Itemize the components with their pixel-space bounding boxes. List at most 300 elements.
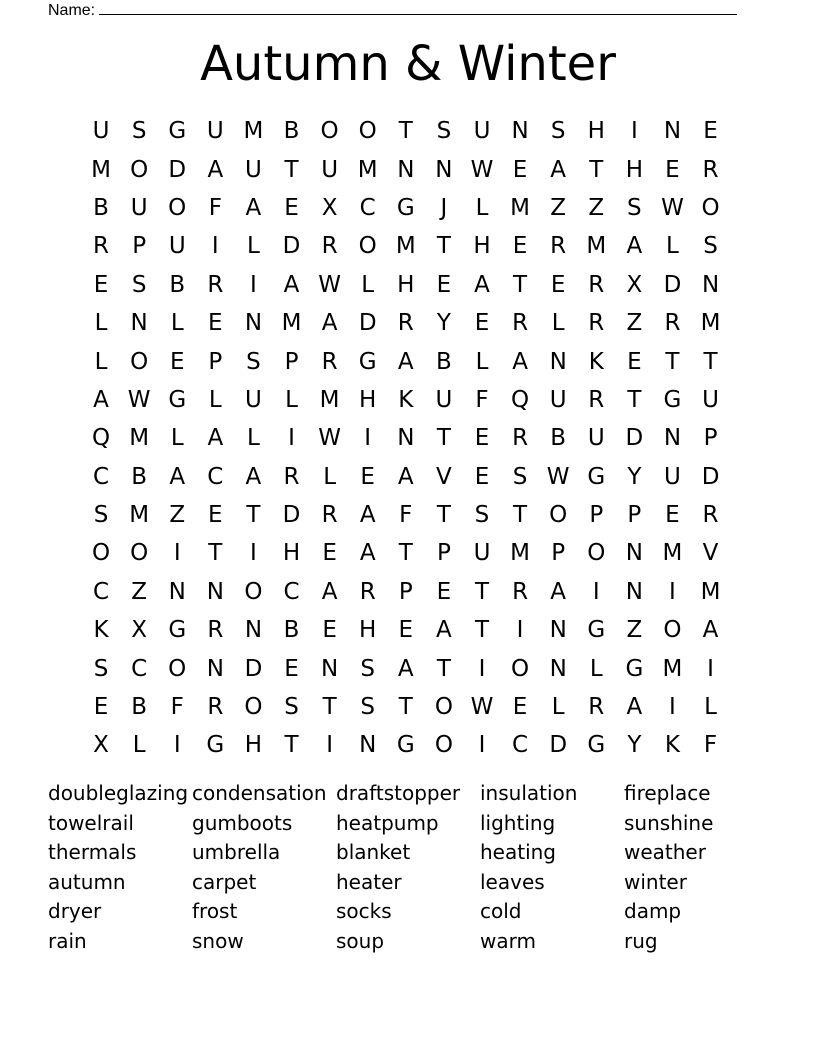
grid-cell: E bbox=[169, 348, 185, 375]
grid-cell: X bbox=[626, 271, 643, 298]
grid-cell: P bbox=[627, 502, 642, 529]
grid-cell: E bbox=[474, 310, 490, 337]
grid-cell: U bbox=[473, 540, 491, 567]
grid-cell: M bbox=[319, 386, 340, 413]
grid-cell: A bbox=[550, 156, 567, 183]
grid-cell: R bbox=[207, 271, 224, 298]
grid-cell: H bbox=[625, 156, 643, 183]
grid-cell: U bbox=[206, 118, 224, 145]
grid-cell: R bbox=[321, 502, 338, 529]
grid-cell: T bbox=[322, 694, 337, 721]
grid-cell: I bbox=[669, 694, 676, 721]
grid-cell: B bbox=[283, 617, 300, 644]
grid-cell: P bbox=[551, 540, 566, 567]
grid-cell: I bbox=[516, 617, 524, 644]
grid-cell: P bbox=[284, 348, 299, 375]
grid-cell: O bbox=[434, 732, 453, 759]
grid-cell: O bbox=[91, 540, 111, 567]
grid-cell: N bbox=[435, 156, 453, 183]
grid-cell: T bbox=[436, 502, 451, 529]
grid-cell: L bbox=[666, 233, 679, 260]
grid-cell: E bbox=[208, 502, 223, 529]
grid-cell: E bbox=[436, 271, 452, 298]
grid-row bbox=[82, 342, 730, 380]
grid-cell: E bbox=[512, 156, 528, 183]
grid-cell: C bbox=[93, 463, 110, 490]
grid-cell: P bbox=[132, 233, 147, 260]
word-list-item: carpet bbox=[192, 869, 257, 894]
grid-cell: V bbox=[436, 463, 452, 490]
grid-cell: X bbox=[321, 194, 338, 221]
grid-cell: S bbox=[474, 502, 490, 529]
grid-cell: S bbox=[131, 118, 147, 145]
grid-row bbox=[82, 496, 730, 534]
grid-cell: A bbox=[436, 617, 452, 644]
grid-cell: T bbox=[703, 348, 718, 375]
word-list-item: weather bbox=[624, 840, 706, 865]
grid-cell: O bbox=[358, 118, 377, 145]
grid-cell: D bbox=[244, 655, 263, 682]
grid-cell: E bbox=[665, 156, 680, 183]
grid-cell: V bbox=[702, 540, 719, 567]
grid-cell: L bbox=[551, 694, 565, 721]
grid-cell: Z bbox=[588, 194, 605, 221]
grid-cell: Q bbox=[511, 386, 530, 413]
grid-cell: R bbox=[321, 348, 338, 375]
word-list-item: umbrella bbox=[192, 840, 281, 865]
grid-cell: E bbox=[322, 617, 337, 644]
word-list-item: damp bbox=[624, 899, 682, 924]
grid-cell: I bbox=[630, 118, 638, 145]
grid-cell: O bbox=[549, 502, 568, 529]
grid-cell: A bbox=[626, 233, 643, 260]
grid-cell: M bbox=[129, 502, 150, 529]
grid-cell: U bbox=[664, 463, 681, 490]
grid-cell: N bbox=[701, 271, 720, 298]
grid-cell: N bbox=[130, 310, 148, 337]
grid-cell: S bbox=[360, 694, 375, 721]
grid-cell: E bbox=[627, 348, 642, 375]
grid-cell: U bbox=[702, 386, 719, 413]
grid-cell: U bbox=[130, 194, 148, 221]
grid-cell: R bbox=[207, 694, 224, 721]
name-label: Name: bbox=[48, 2, 96, 19]
grid-cell: L bbox=[551, 310, 565, 337]
grid-row bbox=[82, 381, 730, 419]
grid-cell: L bbox=[475, 194, 489, 221]
grid-row bbox=[82, 304, 730, 342]
word-list-item: rain bbox=[48, 928, 87, 953]
grid-cell: R bbox=[512, 425, 529, 452]
word-list-item: thermals bbox=[48, 840, 137, 865]
word-list-item: autumn bbox=[48, 869, 126, 894]
grid-row bbox=[82, 726, 730, 764]
grid-cell: A bbox=[550, 578, 567, 605]
word-list-item: snow bbox=[192, 928, 244, 953]
word-list-item: heater bbox=[336, 869, 402, 894]
grid-cell: G bbox=[587, 732, 606, 759]
grid-cell: B bbox=[283, 118, 300, 145]
letter-grid bbox=[82, 112, 730, 765]
grid-cell: M bbox=[281, 310, 302, 337]
grid-cell: T bbox=[398, 540, 413, 567]
grid-cell: L bbox=[94, 348, 108, 375]
grid-cell: Q bbox=[91, 425, 111, 452]
grid-cell: S bbox=[360, 655, 375, 682]
grid-cell: D bbox=[282, 233, 301, 260]
grid-cell: A bbox=[321, 578, 338, 605]
grid-cell: T bbox=[208, 540, 223, 567]
grid-cell: G bbox=[396, 194, 415, 221]
grid-cell: W bbox=[318, 271, 341, 298]
grid-cell: X bbox=[93, 732, 109, 759]
grid-cell: E bbox=[474, 425, 490, 452]
grid-cell: O bbox=[130, 540, 149, 567]
grid-cell: B bbox=[131, 463, 148, 490]
grid-cell: N bbox=[244, 617, 263, 644]
word-list-item: leaves bbox=[480, 869, 545, 894]
grid-cell: W bbox=[470, 156, 494, 183]
grid-cell: R bbox=[397, 310, 414, 337]
grid-cell: M bbox=[357, 156, 378, 183]
grid-cell: O bbox=[663, 617, 682, 644]
grid-cell: R bbox=[588, 386, 605, 413]
grid-cell: T bbox=[398, 694, 413, 721]
grid-cell: R bbox=[588, 271, 605, 298]
grid-cell: D bbox=[282, 502, 301, 529]
grid-cell: U bbox=[587, 425, 605, 452]
grid-cell: A bbox=[359, 540, 376, 567]
grid-cell: D bbox=[701, 463, 720, 490]
grid-cell: O bbox=[358, 233, 377, 260]
grid-cell: T bbox=[513, 271, 528, 298]
grid-cell: O bbox=[244, 578, 263, 605]
grid-cell: N bbox=[321, 655, 339, 682]
grid-cell: D bbox=[168, 156, 187, 183]
grid-cell: N bbox=[549, 655, 567, 682]
grid-cell: E bbox=[284, 655, 299, 682]
grid-row bbox=[82, 266, 730, 304]
grid-cell: T bbox=[284, 156, 299, 183]
grid-cell: Z bbox=[169, 502, 186, 529]
grid-cell: F bbox=[170, 694, 184, 721]
word-list-item: fireplace bbox=[624, 781, 711, 805]
grid-cell: T bbox=[474, 578, 490, 605]
grid-cell: B bbox=[131, 694, 148, 721]
grid-cell: P bbox=[398, 578, 413, 605]
grid-row bbox=[82, 534, 730, 572]
grid-cell: H bbox=[397, 271, 415, 298]
grid-cell: A bbox=[474, 271, 490, 298]
grid-cell: C bbox=[512, 732, 529, 759]
grid-cell: G bbox=[206, 732, 225, 759]
grid-cell: E bbox=[436, 578, 452, 605]
grid-cell: L bbox=[285, 386, 298, 413]
grid-cell: S bbox=[131, 271, 147, 298]
grid-cell: C bbox=[207, 463, 224, 490]
grid-cell: T bbox=[284, 732, 299, 759]
grid-row bbox=[82, 112, 730, 150]
grid-cell: P bbox=[703, 425, 718, 452]
grid-cell: T bbox=[627, 386, 642, 413]
grid-cell: K bbox=[664, 732, 680, 759]
grid-cell: L bbox=[361, 271, 375, 298]
grid-cell: A bbox=[93, 386, 109, 413]
word-list-item: heatpump bbox=[336, 810, 439, 835]
grid-cell: D bbox=[549, 732, 568, 759]
grid-cell: F bbox=[703, 732, 718, 759]
word-list-item: gumboots bbox=[192, 810, 293, 835]
grid-cell: E bbox=[398, 617, 414, 644]
grid-cell: U bbox=[473, 118, 491, 145]
grid-cell: W bbox=[470, 694, 494, 721]
grid-cell: N bbox=[359, 732, 377, 759]
grid-cell: R bbox=[702, 156, 719, 183]
grid-row bbox=[82, 227, 730, 265]
grid-cell: R bbox=[321, 233, 338, 260]
grid-cell: I bbox=[288, 425, 295, 452]
grid-cell: F bbox=[208, 194, 222, 221]
grid-cell: R bbox=[512, 578, 529, 605]
grid-cell: C bbox=[93, 578, 110, 605]
grid-row bbox=[82, 573, 730, 611]
grid-cell: I bbox=[250, 271, 257, 298]
grid-cell: A bbox=[397, 655, 414, 682]
grid-cell: M bbox=[662, 540, 683, 567]
grid-cell: A bbox=[207, 156, 224, 183]
grid-cell: H bbox=[244, 732, 263, 759]
grid-cell: D bbox=[625, 425, 644, 452]
grid-cell: R bbox=[664, 310, 681, 337]
grid-cell: F bbox=[399, 502, 413, 529]
word-list bbox=[48, 779, 768, 957]
grid-cell: N bbox=[397, 156, 415, 183]
grid-cell: B bbox=[169, 271, 186, 298]
grid-cell: L bbox=[589, 655, 603, 682]
grid-cell: D bbox=[358, 310, 377, 337]
grid-cell: N bbox=[206, 655, 224, 682]
grid-cell: M bbox=[510, 540, 530, 567]
grid-cell: L bbox=[475, 348, 489, 375]
grid-cell: T bbox=[436, 233, 451, 260]
word-list-item: frost bbox=[192, 899, 238, 924]
grid-cell: A bbox=[702, 617, 719, 644]
grid-cell: O bbox=[130, 156, 149, 183]
grid-cell: C bbox=[359, 194, 376, 221]
grid-cell: Z bbox=[626, 617, 643, 644]
grid-cell: C bbox=[131, 655, 148, 682]
grid-cell: H bbox=[282, 540, 301, 567]
grid-cell: F bbox=[475, 386, 489, 413]
grid-cell: G bbox=[168, 118, 187, 145]
word-list-item: warm bbox=[480, 928, 536, 953]
grid-cell: O bbox=[130, 348, 149, 375]
grid-cell: B bbox=[93, 194, 109, 221]
grid-cell: L bbox=[323, 463, 337, 490]
grid-cell: I bbox=[364, 425, 372, 452]
grid-row bbox=[82, 611, 730, 649]
grid-cell: A bbox=[283, 271, 300, 298]
grid-cell: A bbox=[397, 348, 414, 375]
grid-cell: O bbox=[168, 194, 187, 221]
grid-cell: G bbox=[358, 348, 377, 375]
grid-cell: S bbox=[93, 502, 109, 529]
grid-cell: A bbox=[321, 310, 338, 337]
grid-cell: N bbox=[168, 578, 186, 605]
grid-cell: D bbox=[663, 271, 682, 298]
grid-cell: J bbox=[440, 194, 448, 221]
grid-cell: L bbox=[94, 310, 108, 337]
grid-cell: R bbox=[588, 310, 605, 337]
grid-cell: T bbox=[398, 118, 413, 145]
grid-cell: H bbox=[473, 233, 491, 260]
word-list-item: doubleglazing bbox=[48, 781, 189, 805]
grid-cell: I bbox=[669, 578, 676, 605]
grid-cell: E bbox=[512, 233, 528, 260]
grid-cell: X bbox=[131, 617, 148, 644]
grid-cell: T bbox=[246, 502, 261, 529]
grid-cell: R bbox=[207, 617, 224, 644]
grid-cell: K bbox=[398, 386, 414, 413]
grid-cell: L bbox=[170, 425, 184, 452]
grid-cell: P bbox=[208, 348, 223, 375]
grid-cell: L bbox=[247, 233, 260, 260]
grid-cell: A bbox=[626, 694, 643, 721]
grid-cell: N bbox=[549, 617, 567, 644]
grid-cell: G bbox=[625, 655, 644, 682]
grid-cell: U bbox=[168, 233, 186, 260]
grid-cell: O bbox=[168, 655, 187, 682]
grid-cell: I bbox=[478, 732, 486, 759]
grid-cell: N bbox=[244, 310, 263, 337]
grid-cell: G bbox=[168, 617, 187, 644]
grid-cell: L bbox=[132, 732, 146, 759]
word-list-item: cold bbox=[480, 899, 522, 924]
grid-cell: N bbox=[206, 578, 224, 605]
grid-cell: T bbox=[589, 156, 604, 183]
grid-cell: L bbox=[170, 310, 184, 337]
grid-row bbox=[82, 189, 730, 227]
grid-cell: U bbox=[549, 386, 567, 413]
grid-cell: M bbox=[129, 425, 150, 452]
grid-cell: A bbox=[245, 463, 262, 490]
grid-cell: L bbox=[247, 425, 260, 452]
grid-cell: S bbox=[550, 118, 566, 145]
grid-cell: O bbox=[511, 655, 530, 682]
grid-cell: M bbox=[395, 233, 416, 260]
word-list-item: soup bbox=[336, 928, 385, 953]
grid-cell: M bbox=[586, 233, 607, 260]
grid-cell: A bbox=[397, 463, 414, 490]
grid-cell: E bbox=[322, 540, 337, 567]
grid-cell: P bbox=[436, 540, 451, 567]
grid-cell: R bbox=[359, 578, 376, 605]
grid-cell: I bbox=[211, 233, 219, 260]
word-list-item: socks bbox=[336, 899, 392, 924]
grid-cell: R bbox=[512, 310, 529, 337]
grid-cell: S bbox=[703, 233, 718, 260]
grid-cell: U bbox=[321, 156, 339, 183]
grid-cell: W bbox=[127, 386, 151, 413]
grid-cell: B bbox=[436, 348, 452, 375]
grid-cell: W bbox=[318, 425, 341, 452]
grid-cell: R bbox=[588, 694, 605, 721]
grid-cell: U bbox=[245, 386, 262, 413]
grid-cell: E bbox=[703, 118, 718, 145]
grid-cell: E bbox=[474, 463, 490, 490]
grid-cell: E bbox=[360, 463, 375, 490]
grid-cell: C bbox=[283, 578, 300, 605]
grid-cell: E bbox=[284, 194, 299, 221]
grid-cell: R bbox=[93, 233, 110, 260]
word-list-item: dryer bbox=[48, 899, 102, 924]
grid-cell: M bbox=[91, 156, 111, 183]
word-list-item: draftstopper bbox=[336, 781, 461, 805]
grid-cell: R bbox=[702, 502, 719, 529]
grid-row bbox=[82, 419, 730, 457]
grid-cell: U bbox=[245, 156, 262, 183]
grid-cell: O bbox=[587, 540, 606, 567]
grid-cell: N bbox=[625, 540, 643, 567]
page-title: Autumn & Winter bbox=[200, 36, 616, 92]
word-list-item: rug bbox=[624, 928, 658, 953]
grid-cell: M bbox=[700, 578, 721, 605]
grid-cell: M bbox=[700, 310, 721, 337]
grid-cell: I bbox=[707, 655, 714, 682]
grid-cell: I bbox=[326, 732, 333, 759]
grid-cell: U bbox=[92, 118, 110, 145]
grid-cell: I bbox=[478, 655, 486, 682]
grid-cell: G bbox=[663, 386, 682, 413]
grid-cell: H bbox=[359, 386, 377, 413]
grid-cell: I bbox=[173, 732, 181, 759]
grid-cell: W bbox=[661, 194, 684, 221]
word-list-item: blanket bbox=[336, 840, 411, 865]
grid-cell: A bbox=[245, 194, 262, 221]
grid-cell: S bbox=[627, 194, 642, 221]
name-line bbox=[99, 0, 737, 15]
grid-cell: G bbox=[168, 386, 187, 413]
grid-cell: A bbox=[512, 348, 528, 375]
word-list-item: heating bbox=[480, 840, 557, 865]
grid-cell: G bbox=[587, 463, 606, 490]
word-list-item: insulation bbox=[480, 781, 578, 805]
word-list-item: sunshine bbox=[624, 810, 714, 835]
grid-cell: Z bbox=[131, 578, 148, 605]
grid-row bbox=[82, 458, 730, 496]
grid-cell: Y bbox=[436, 310, 451, 337]
name-field bbox=[48, 0, 737, 20]
word-list-item: condensation bbox=[192, 781, 327, 805]
word-list-item: winter bbox=[624, 869, 687, 894]
grid-cell: E bbox=[208, 310, 223, 337]
grid-cell: W bbox=[546, 463, 570, 490]
grid-cell: P bbox=[589, 502, 604, 529]
grid-cell: Z bbox=[550, 194, 567, 221]
grid-cell: S bbox=[512, 463, 528, 490]
grid-cell: I bbox=[250, 540, 257, 567]
grid-cell: E bbox=[550, 271, 566, 298]
grid-cell: M bbox=[662, 655, 683, 682]
grid-cell: E bbox=[665, 502, 680, 529]
grid-cell: T bbox=[665, 348, 680, 375]
grid-cell: I bbox=[173, 540, 181, 567]
grid-cell: R bbox=[283, 463, 300, 490]
grid-cell: L bbox=[208, 386, 222, 413]
grid-cell: N bbox=[511, 118, 529, 145]
grid-cell: I bbox=[592, 578, 600, 605]
grid-cell: B bbox=[550, 425, 567, 452]
